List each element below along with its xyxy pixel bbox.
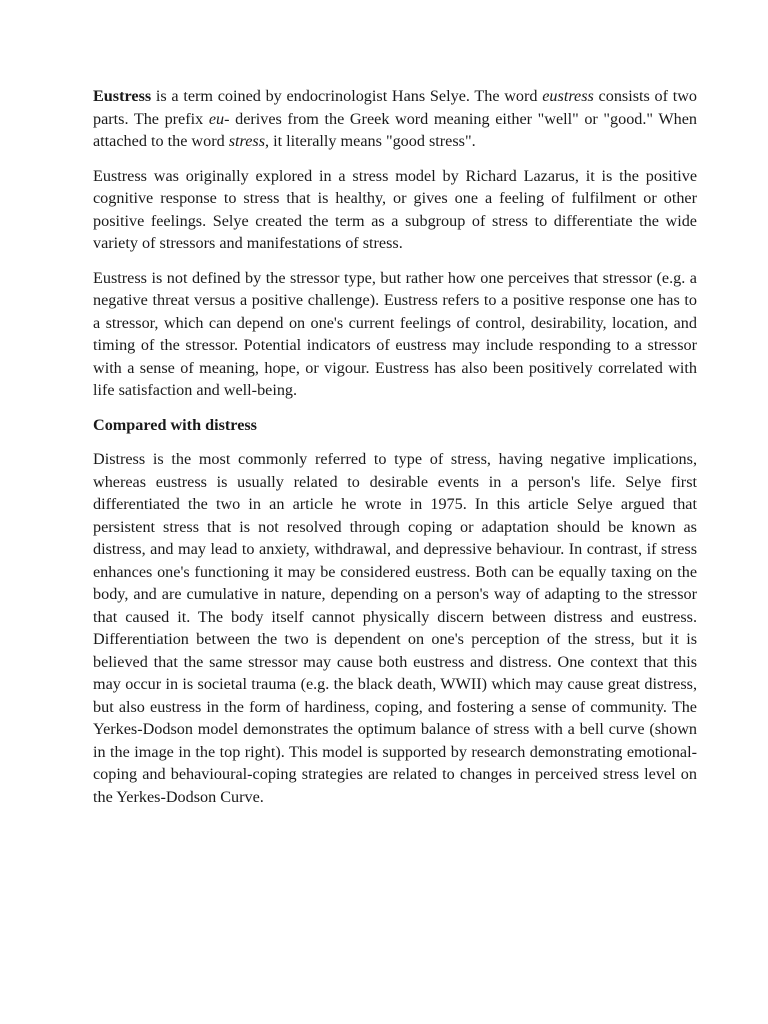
- intro-text-3: derives from the Greek word meaning either "well" or "good." When attached to the word: [93, 109, 697, 150]
- intro-text-2: consists of two parts. The prefix: [93, 87, 698, 128]
- paragraph-distress: Distress is the most commonly referred to type of stress, having negative implications, whereas eustress is usually related to desirable events in a person's life. Selye first differentiated the two in an article he wrote in 1975. In this article Selye argued that persistent stress that is not resolved through coping or adaptation should be known as distress, and may lead to anxiety, withdrawal, and depressive behaviour. In contrast, if stress enhances one's functioning it may be considered eustress. Both can be equally taxing on the body, and are cumulative in nature, depending on a person's way of adapting to the stressor that caused it. The body itself cannot physically discern between distress and eustress. Differentiation between the two is dependent on one's perception of the stress, but it is believed that the same stressor may cause both eustress and distress. One context that this may occur in is societal trauma (e.g. the black death, WWII) which may cause great distress, but also eustress in the form of hardiness, coping, and fostering a sense of community. The Yerkes-Dodson model demonstrates the optimum balance of stress with a bell curve (shown in the image in the top right). This model is supported by research demonstrating emotional-coping and behavioural-coping strategies are related to changes in perceived stress level on the Yerkes-Dodson Curve.: [93, 450, 697, 806]
- section-heading: Compared with distress: [93, 415, 257, 434]
- document-page: [93, 85, 697, 820]
- paragraph-intro: [93, 85, 697, 153]
- paragraph-lazarus: Eustress was originally explored in a stress model by Richard Lazarus, it is the positive cognitive response to stress that is healthy, or gives one a feeling of fulfilment or other positive feelings. Selye created the term as a subgroup of stress to differentiate the wide variety of stressors and manifestations of stress.: [93, 166, 697, 252]
- paragraph-perception: Eustress is not defined by the stressor type, but rather how one perceives that stressor (e.g. a negative threat versus a positive challenge). Eustress refers to a positive response one has to a stressor, which can depend on one's current feelings of control, desirability, location, and timing of the stressor. Potential indicators of eustress may include responding to a stressor with a sense of meaning, hope, or vigour. Eustress has also been positively correlated with life satisfaction and well-being.: [93, 268, 697, 399]
- italic-prefix-eu: eu-: [208, 109, 230, 128]
- intro-text-1: is a term coined by endocrinologist Hans Selye. The word: [151, 87, 543, 105]
- intro-text-4: , it literally means "good stress".: [265, 132, 476, 150]
- italic-eustress: eustress: [542, 87, 594, 105]
- italic-stress: stress: [228, 132, 266, 150]
- term-eustress: Eustress: [93, 87, 152, 105]
